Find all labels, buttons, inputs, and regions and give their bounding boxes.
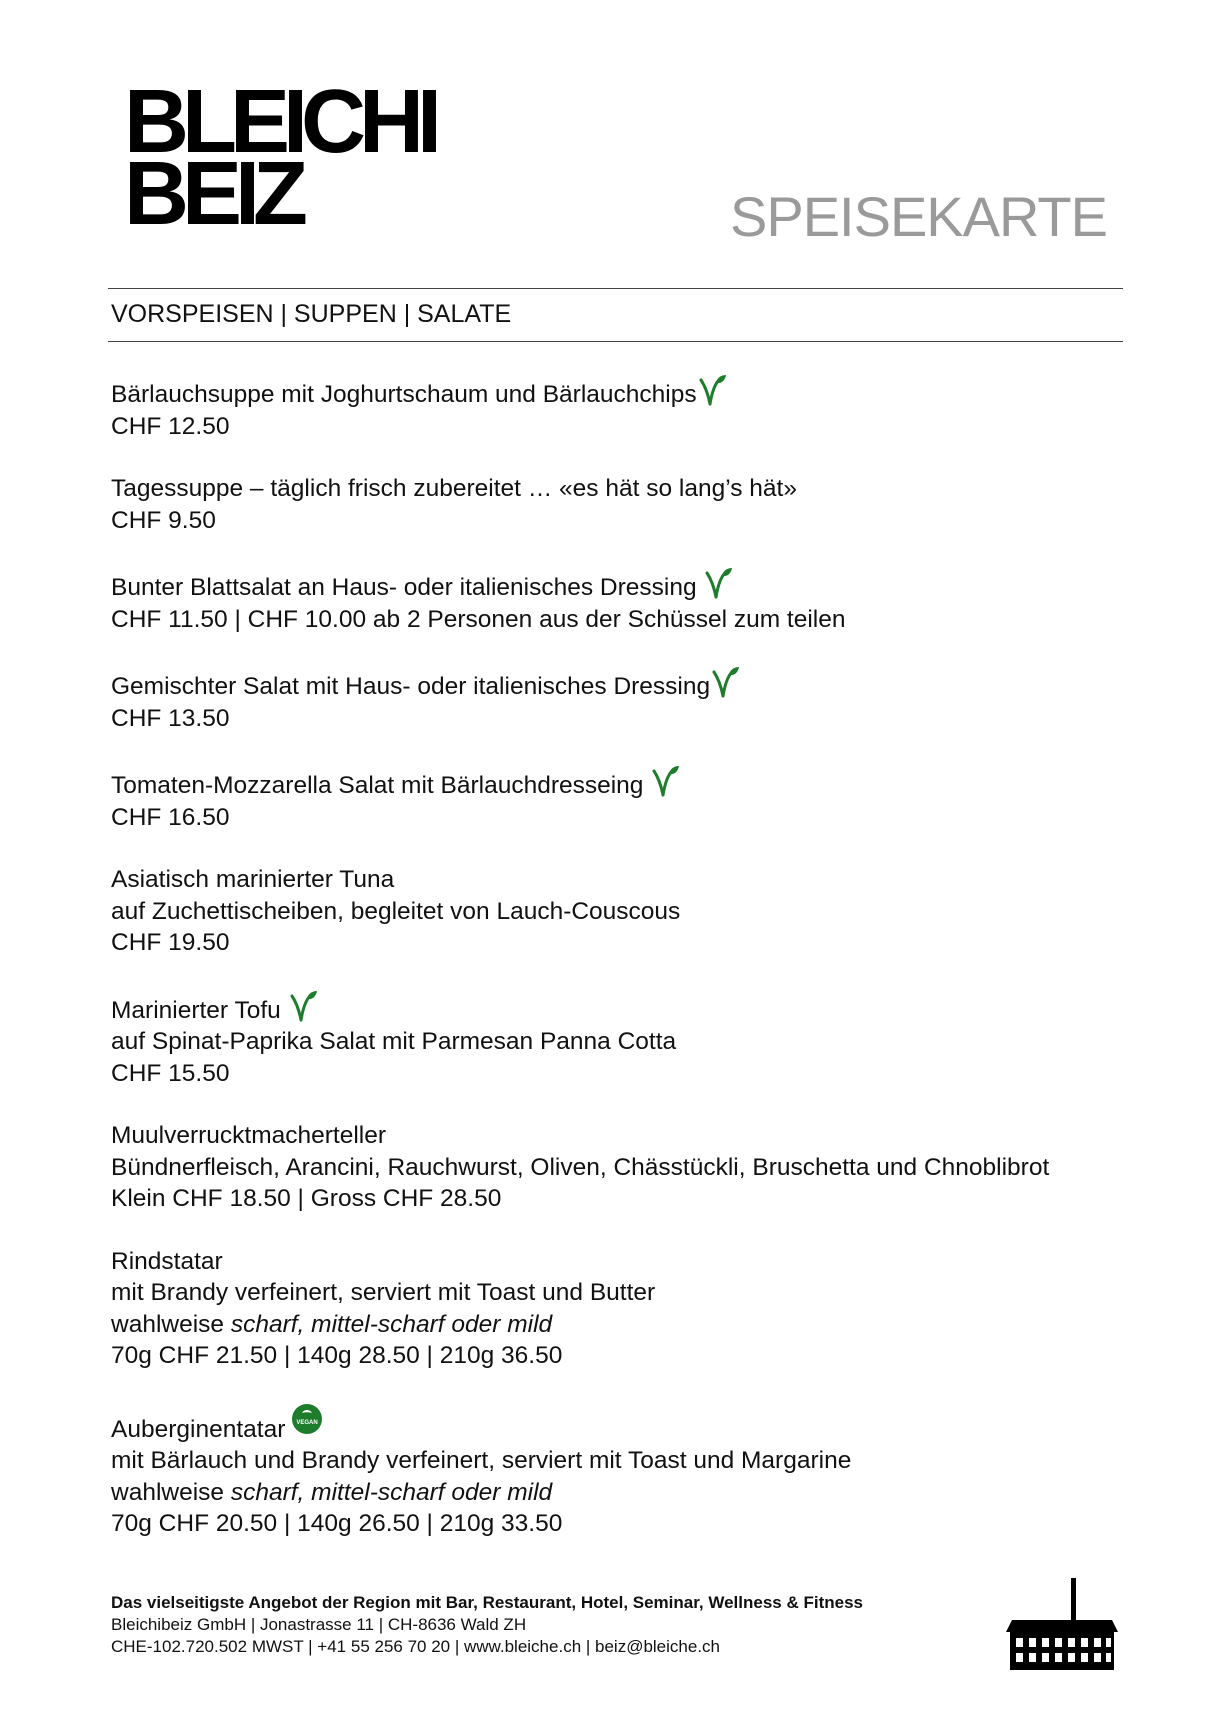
- choice-options: scharf, mittel-scharf oder mild: [230, 1310, 553, 1338]
- menu-item-name-text: Tomaten-Mozzarella Salat mit Bärlauchdresseing: [111, 772, 651, 799]
- menu-item-detail: CHF 16.50: [111, 803, 230, 831]
- menu-list: [111, 374, 1121, 1571]
- menu-item-detail: CHF 11.50 | CHF 10.00 ab 2 Personen aus der Schüssel zum teilen: [111, 605, 846, 633]
- page-title: SPEISEKARTE: [729, 185, 1107, 248]
- logo-line-2: BEIZ: [124, 144, 302, 244]
- choice-prefix: wahlweise: [111, 1310, 231, 1338]
- vegetarian-leaf-icon: [290, 990, 318, 1022]
- menu-item-detail: auf Zuchettischeiben, begleitet von Lauch-Couscous: [111, 897, 681, 925]
- menu-item-name: [111, 765, 1121, 802]
- menu-item-detail: auf Spinat-Paprika Salat mit Parmesan Panna Cotta: [111, 1028, 677, 1055]
- menu-item-name-text: Tagessuppe – täglich frisch zubereitet … «es hät so lang’s hät»: [111, 475, 797, 502]
- menu-item-name: [111, 374, 1121, 411]
- menu-item-name-text: Rindstatar: [111, 1247, 223, 1275]
- menu-item-detail: CHF 12.50: [111, 412, 230, 440]
- menu-item: [111, 374, 1121, 442]
- menu-item-name-text: Asiatisch marinierter Tuna: [111, 866, 395, 893]
- factory-logo-icon: [1002, 1578, 1122, 1670]
- menu-item-name-text: Bärlauchsuppe mit Joghurtschaum und Bärlauchchips: [111, 381, 697, 408]
- menu-item: [111, 990, 1121, 1090]
- choice-options: scharf, mittel-scharf oder mild: [230, 1478, 553, 1506]
- vegan-badge-label: VEGAN: [296, 1419, 319, 1426]
- logo: [124, 72, 435, 244]
- footer-contact: CHE-102.720.502 MWST | +41 55 256 70 20 | www.bleiche.ch | beiz@bleiche.ch: [111, 1637, 721, 1656]
- menu-item-detail: Klein CHF 18.50 | Gross CHF 28.50: [111, 1185, 502, 1212]
- menu-item-name: [111, 1403, 1121, 1446]
- vegetarian-leaf-icon: [705, 567, 733, 599]
- menu-item-name: [111, 1120, 1121, 1152]
- menu-item-detail: Bündnerfleisch, Arancini, Rauchwurst, Oliven, Chässtückli, Bruschetta und Chnoblibrot: [111, 1153, 1050, 1181]
- menu-item-detail: mit Bärlauch und Brandy verfeinert, serviert mit Toast und Margarine: [111, 1447, 852, 1474]
- menu-item: [111, 1246, 1121, 1372]
- menu-item: [111, 864, 1121, 959]
- menu-item-price: 70g CHF 21.50 | 140g 28.50 | 210g 36.50: [111, 1342, 563, 1369]
- menu-item-name-text: Muulverrucktmacherteller: [111, 1122, 387, 1149]
- divider-top: [108, 288, 1123, 289]
- menu-item-name-text: Marinierter Tofu: [111, 996, 288, 1024]
- menu-item-name-text: Bunter Blattsalat an Haus- oder italienisches Dressing: [111, 574, 704, 601]
- vegan-badge-icon: [291, 1403, 323, 1435]
- menu-item-choice: [111, 1309, 1121, 1341]
- menu-item: [111, 567, 1121, 635]
- choice-prefix: wahlweise: [111, 1478, 231, 1506]
- menu-item-name: [111, 864, 1121, 896]
- footer: [111, 1592, 863, 1658]
- footer-address: Bleichibeiz GmbH | Jonastrasse 11 | CH-8636 Wald ZH: [111, 1615, 527, 1634]
- menu-item-detail: CHF 19.50: [111, 929, 230, 956]
- menu-item-detail: CHF 13.50: [111, 704, 230, 732]
- menu-item-detail: mit Brandy verfeinert, serviert mit Toast und Butter: [111, 1279, 656, 1306]
- vegetarian-leaf-icon: [712, 666, 740, 698]
- menu-item-detail: CHF 15.50: [111, 1059, 230, 1087]
- divider-bottom: [108, 341, 1123, 342]
- menu-item-name-text: Gemischter Salat mit Haus- oder italienisches Dressing: [111, 673, 711, 700]
- menu-item: [111, 666, 1121, 734]
- vegetarian-leaf-icon: [652, 765, 680, 797]
- logo-line-1: BLEICHI: [124, 72, 435, 172]
- menu-item: [111, 1120, 1121, 1215]
- menu-item-detail: CHF 9.50: [111, 506, 216, 534]
- menu-item-name-text: Auberginentatar: [111, 1415, 286, 1443]
- menu-item-name: [111, 473, 1121, 505]
- menu-item-name: [111, 567, 1121, 604]
- menu-item-price: 70g CHF 20.50 | 140g 26.50 | 210g 33.50: [111, 1510, 563, 1537]
- menu-item-name: [111, 1246, 1121, 1278]
- menu-item-name: [111, 990, 1121, 1027]
- menu-item-name: [111, 666, 1121, 703]
- section-heading: VORSPEISEN | SUPPEN | SALATE: [111, 300, 512, 328]
- menu-item: [111, 473, 1121, 536]
- footer-tagline: Das vielseitigste Angebot der Region mit Bar, Restaurant, Hotel, Seminar, Wellness & Fitness: [111, 1593, 863, 1612]
- menu-item: [111, 1403, 1121, 1540]
- menu-item-choice: [111, 1477, 1121, 1509]
- vegetarian-leaf-icon: [699, 374, 727, 406]
- menu-item: [111, 765, 1121, 833]
